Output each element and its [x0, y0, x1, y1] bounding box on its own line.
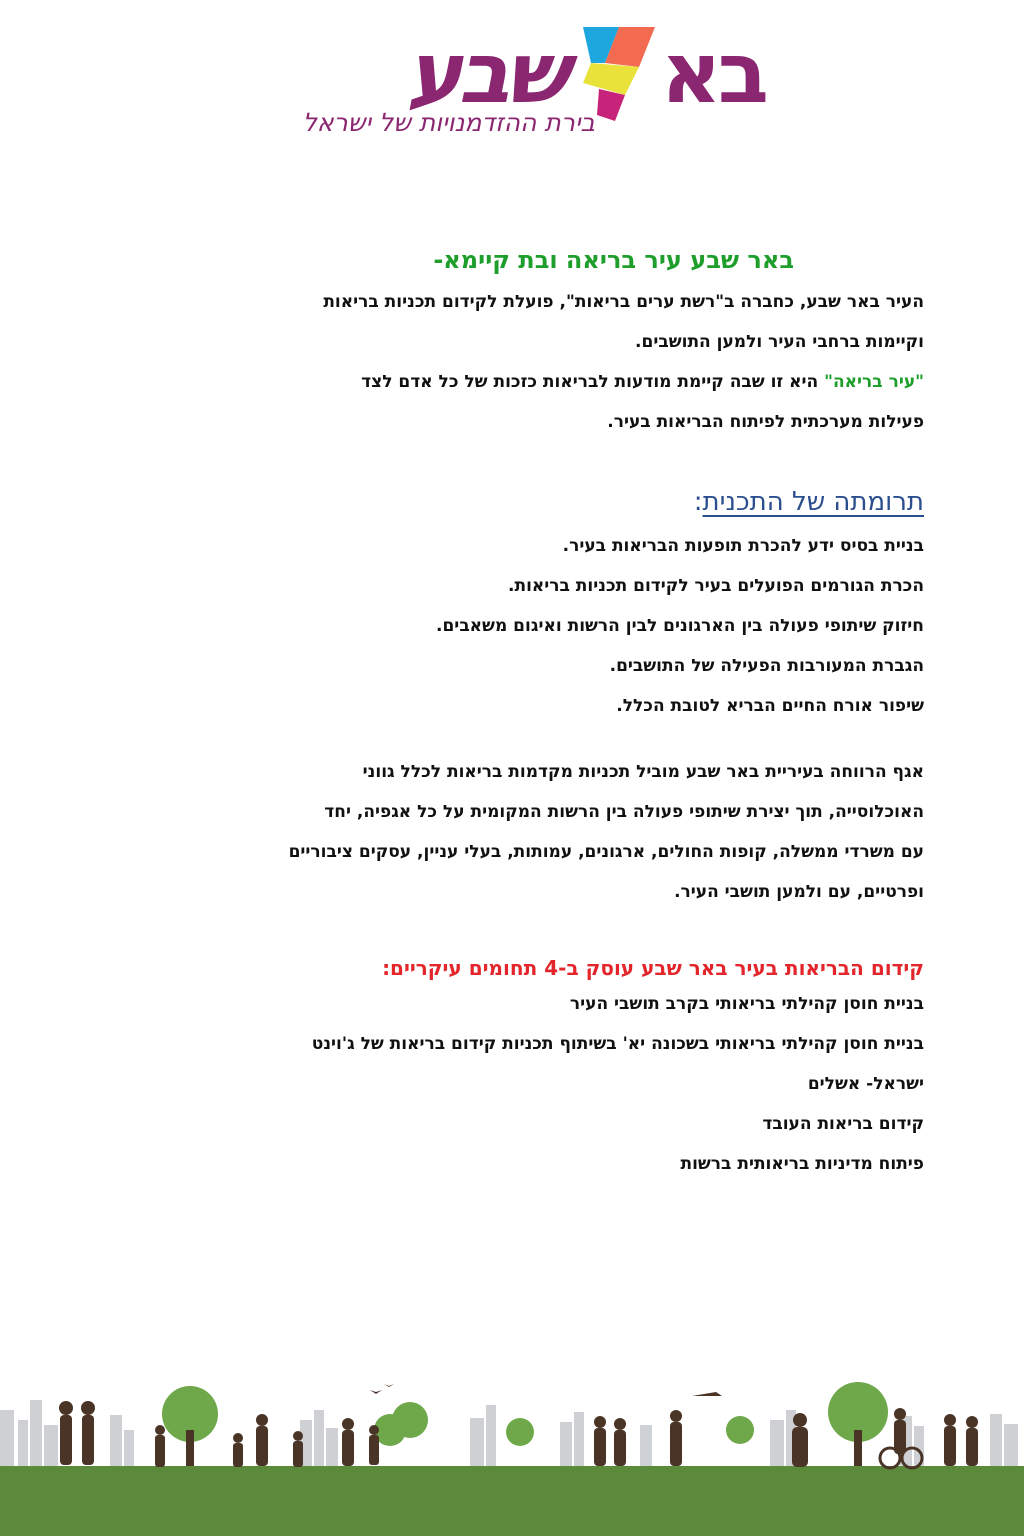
- list-item: ישראל- אשלים: [807, 1074, 924, 1094]
- list-item: חיזוק שיתופי פעולה בין הארגונים לבין הרשות ואיגום משאבים.: [436, 616, 924, 636]
- section4-title: קידום הבריאות בעיר באר שבע עוסק ב-4 תחומים עיקריים:: [382, 956, 924, 980]
- section1-title: באר שבע עיר בריאה ובת קיימא-: [433, 246, 794, 274]
- list-item: הגברת המעורבות הפעילה של התושבים.: [609, 656, 924, 676]
- list-item: בניית חוסן קהילתי בריאותי בקרב תושבי העיר: [569, 994, 924, 1014]
- section3-line: ופרטיים, עם ולמען תושבי העיר.: [674, 882, 924, 902]
- section3-line: האוכלוסייה, תוך יצירת שיתופי פעולה בין הרשות המקומית על כל אגפיה, יחד: [324, 802, 924, 822]
- section1-para2-line1: [323, 362, 924, 402]
- logo-wordmark: [406, 24, 765, 122]
- section1-para2-line1-rest: היא זו שבה קיימת מודעות לבריאות כזכות של כל אדם לצד: [361, 372, 825, 392]
- healthy-city-highlight: "עיר בריאה": [824, 372, 924, 392]
- logo-tagline: בירת ההזדמנויות של ישראל: [302, 108, 595, 137]
- section2-title: [694, 482, 924, 522]
- section2-title-text: תרומתה של התכנית: [702, 487, 924, 517]
- birds: [370, 1384, 722, 1396]
- list-item: פיתוח מדיניות בריאותית ברשות: [680, 1154, 924, 1174]
- section2-list: [436, 526, 924, 726]
- footer-city-illustration: [0, 1380, 1024, 1536]
- list-item: קידום בריאות העובד: [762, 1114, 924, 1134]
- logo-word-ba: בא: [660, 24, 765, 122]
- section1-para2-line2: פעילות מערכתית לפיתוח הבריאות בעיר.: [607, 412, 924, 432]
- section4-list: [312, 984, 924, 1184]
- grass-ground: [0, 1466, 1024, 1536]
- section3-line: עם משרדי ממשלה, קופות החולים, ארגונים, עמותות, בעלי עניין, עסקים ציבוריים: [288, 842, 924, 862]
- section3-paragraph: [289, 752, 924, 912]
- section1-para1-line1: העיר באר שבע, כחברה ב"רשת ערים בריאות", פועלת לקידום תכניות בריאות: [323, 292, 924, 312]
- list-item: בניית בסיס ידע להכרת תופעות הבריאות בעיר.: [562, 536, 924, 556]
- beer-sheva-logo: [255, 24, 775, 148]
- list-item: בניית חוסן קהילתי בריאותי בשכונה יא' בשיתוף תכניות קידום בריאות של ג'וינט: [311, 1034, 924, 1054]
- logo-word-sheva: שבע: [406, 24, 565, 122]
- section2-title-colon: :: [693, 487, 703, 517]
- section3-line: אגף הרווחה בעיריית באר שבע מוביל תכניות מקדמות בריאות לכלל גווני: [362, 762, 924, 782]
- list-item: שיפור אורח החיים הבריא לטובת הכלל.: [616, 696, 924, 716]
- section1-body: [323, 282, 924, 442]
- section1-para1-line2: וקיימות ברחבי העיר ולמען התושבים.: [635, 332, 924, 352]
- list-item: הכרת הגורמים הפועלים בעיר לקידום תכניות בריאות.: [508, 576, 924, 596]
